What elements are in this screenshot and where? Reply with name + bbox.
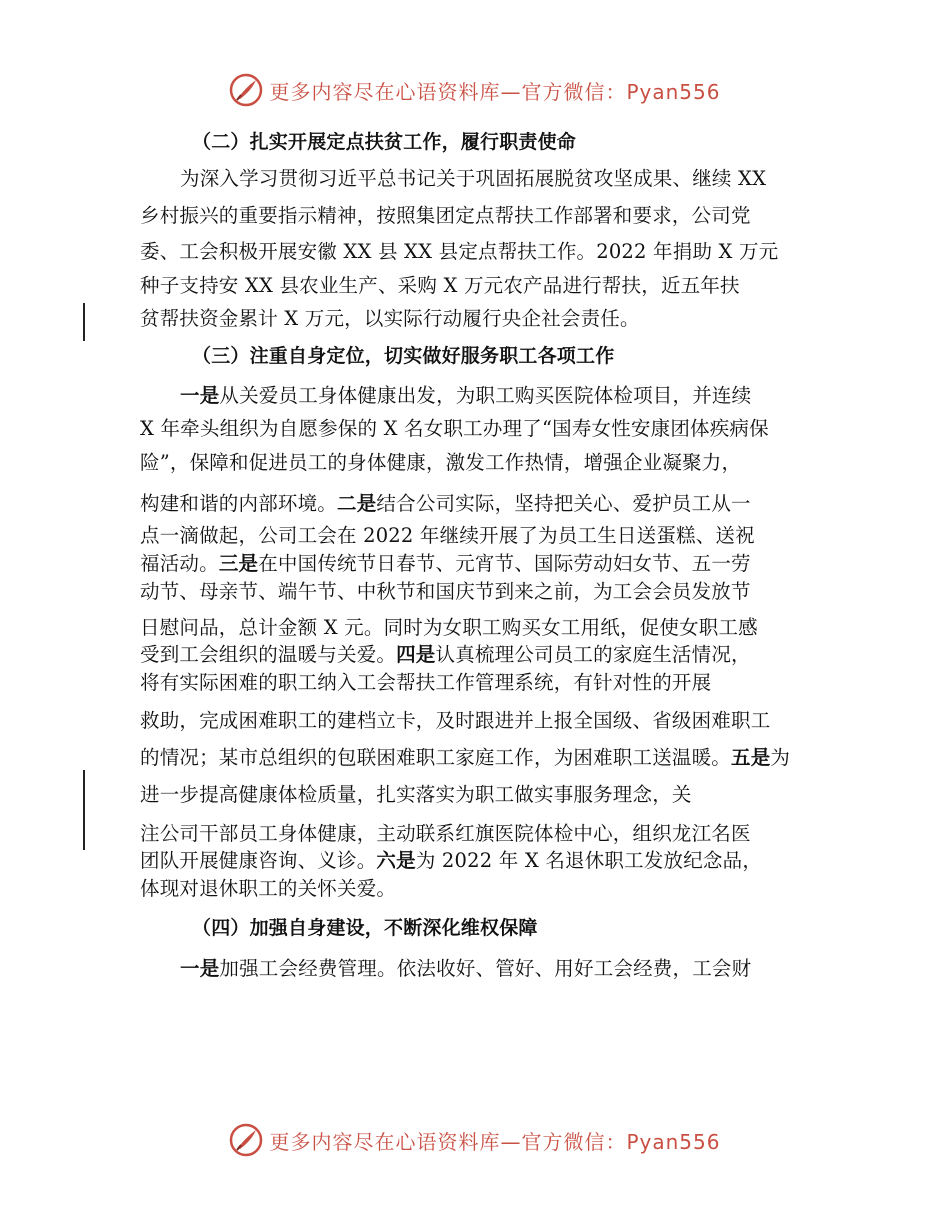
- line-text: 加强工会经费管理。依法收好、管好、用好工会经费，工会财: [219, 957, 752, 980]
- paragraph-line: [180, 382, 751, 410]
- line-text: 福活动。: [140, 552, 219, 575]
- line-text: 构建和谐的内部环境。: [140, 492, 338, 515]
- paragraph-line: 将有实际困难的职工纳入工会帮扶工作管理系统，有针对性的开展: [140, 671, 712, 694]
- paragraph-line: 日慰问品，总计金额 X 元。同时为女职工购买女工用纸，促使女职工感: [140, 616, 758, 639]
- footer-banner: [0, 1120, 950, 1160]
- enumeration-lead: 一是: [180, 957, 220, 980]
- paragraph-line: X 年牵头组织为自愿参保的 X 名女职工办理了“国寿女性安康团体疾病保: [140, 417, 769, 440]
- line-text: 的情况；某市总组织的包联困难职工家庭工作，为困难职工送温暖。: [140, 746, 732, 769]
- line-text: 为 2022 年 X 名退休职工发放纪念品，: [415, 849, 763, 872]
- paragraph-line: 动节、母亲节、端午节、中秋节和国庆节到来之前，为工会会员发放节: [140, 580, 751, 603]
- section-heading-4: （四）加强自身建设，不断深化维权保障: [192, 917, 538, 939]
- paragraph-line: 险”，保障和促进员工的身体健康，激发工作热情，增强企业凝聚力，: [140, 451, 742, 474]
- paragraph-line: 为深入学习贯彻习近平总书记关于巩固拓展脱贫攻坚成果、继续 XX: [180, 167, 767, 190]
- paragraph-line: 注公司干部员工身体健康，主动联系红旗医院体检中心，组织龙江名医: [140, 822, 751, 845]
- revision-bar: [83, 303, 85, 341]
- line-text: 从关爱员工身体健康出发，为职工购买医院体检项目，并连续: [219, 384, 752, 407]
- paragraph-line: [180, 955, 751, 983]
- line-text: 团队开展健康咨询、义诊。: [140, 849, 377, 872]
- line-text: 在中国传统节日春节、元宵节、国际劳动妇女节、五一劳: [258, 552, 751, 575]
- paragraph-line: [140, 641, 751, 669]
- line-text: 受到工会组织的温暖与关爱。: [140, 643, 397, 666]
- section-heading-3: （三）注重自身定位，切实做好服务职工各项工作: [192, 345, 615, 367]
- paragraph-line: 种子支持安 XX 县农业生产、采购 X 万元农产品进行帮扶，近五年扶: [140, 274, 740, 297]
- paragraph-line: 救助，完成困难职工的建档立卡，及时跟进并上报全国级、省级困难职工: [140, 709, 771, 732]
- enumeration-lead: 四是: [396, 643, 436, 666]
- paragraph-line: 委、工会积极开展安徽 XX 县 XX 县定点帮扶工作。2022 年捐助 X 万元: [140, 240, 779, 263]
- paragraph-line: 点一滴做起，公司工会在 2022 年继续开展了为员工生日送蛋糕、送祝: [140, 524, 755, 547]
- banner-text: 更多内容尽在心语资料库—官方微信：Pyan556: [269, 1129, 721, 1154]
- line-text: 结合公司实际，坚持把关心、爱护员工从一: [376, 492, 751, 515]
- paragraph-line: [140, 744, 790, 772]
- paragraph-line: [140, 550, 751, 578]
- banner-text: 更多内容尽在心语资料库—官方微信：Pyan556: [269, 79, 721, 104]
- quill-pen-logo-icon: [229, 1123, 263, 1157]
- header-banner: [0, 70, 950, 110]
- quill-pen-logo-icon: [229, 73, 263, 107]
- paragraph-line: [140, 847, 762, 875]
- paragraph-line: 乡村振兴的重要指示精神，按照集团定点帮扶工作部署和要求，公司党: [140, 204, 751, 227]
- line-text: 为: [770, 746, 791, 769]
- enumeration-lead: 一是: [180, 384, 220, 407]
- enumeration-lead: 三是: [218, 552, 259, 575]
- enumeration-lead: 六是: [376, 849, 416, 872]
- paragraph-line: [140, 490, 751, 518]
- paragraph-line: 进一步提高健康体检质量，扎实落实为职工做实事服务理念，关: [140, 783, 692, 806]
- paragraph-line: 贫帮扶资金累计 X 万元，以实际行动履行央企社会责任。: [140, 307, 640, 330]
- paragraph-line: 体现对退休职工的关怀关爱。: [140, 877, 397, 900]
- line-text: 认真梳理公司员工的家庭生活情况，: [435, 643, 751, 666]
- section-heading-2: （二）扎实开展定点扶贫工作，履行职责使命: [192, 131, 577, 153]
- enumeration-lead: 五是: [731, 746, 771, 769]
- revision-bar: [83, 770, 85, 850]
- enumeration-lead: 二是: [337, 492, 377, 515]
